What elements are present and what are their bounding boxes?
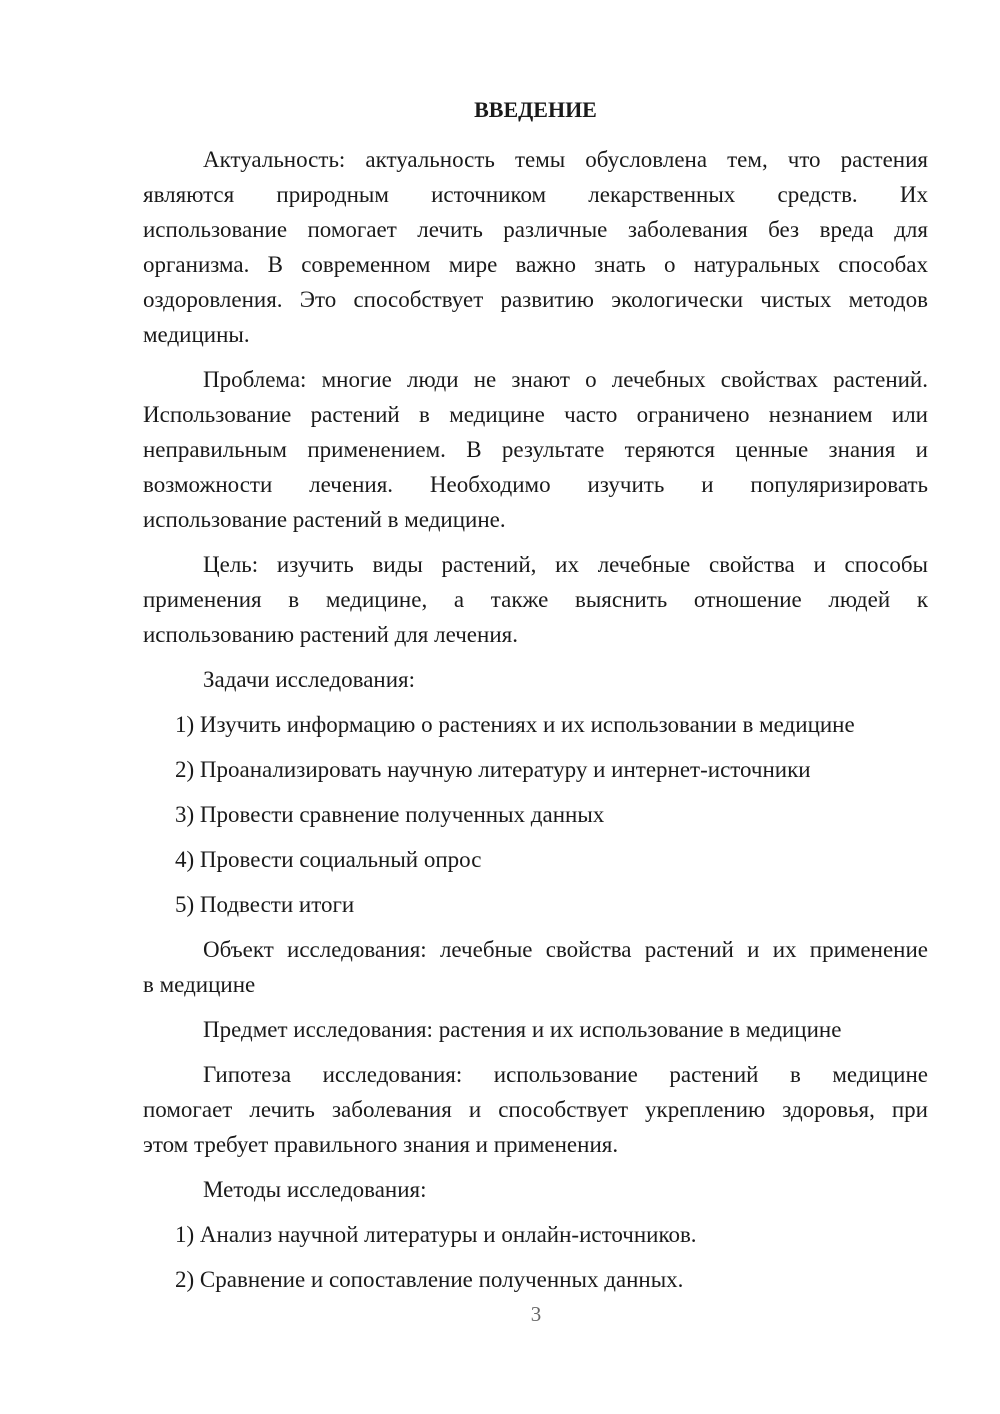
text-line: 2) Проанализировать научную литературу и интернет-источники [175,757,811,782]
text-line: помогает лечить заболевания и способствует укреплению здоровья, при [143,1097,928,1122]
text-line: медицины. [143,322,250,347]
paragraph [143,547,928,652]
text-line: являются природным источником лекарственных средств. Их [143,182,928,207]
text-line: в медицине [143,972,256,997]
text-line: Проблема: многие люди не знают о лечебных свойствах растений. [203,367,928,392]
text-line: Задачи исследования: [203,667,416,692]
text-line: использованию растений для лечения. [143,622,518,647]
paragraph [143,142,928,352]
text-line: Использование растений в медицине часто ограничено незнанием или [143,402,928,427]
list-item [143,1262,928,1297]
list-item [143,707,928,742]
list-item [143,842,928,877]
paragraph [143,662,928,697]
text-line: Актуальность: актуальность темы обусловлена тем, что растения [203,147,928,172]
text-line: оздоровления. Это способствует развитию экологически чистых методов [143,287,928,312]
list-item [143,887,928,922]
paragraph [143,932,928,1002]
text-line: Гипотеза исследования: использование растений в медицине [203,1062,928,1087]
text-line: 3) Провести сравнение полученных данных [175,802,605,827]
text-line: 1) Анализ научной литературы и онлайн-источников. [175,1222,697,1247]
text-line: организма. В современном мире важно знать о натуральных способах [143,252,928,277]
text-line: применения в медицине, а также выяснить отношение людей к [143,587,928,612]
text-line: 2) Сравнение и сопоставление полученных данных. [175,1267,684,1292]
text-line: этом требует правильного знания и применения. [143,1132,619,1157]
text-line: Объект исследования: лечебные свойства растений и их применение [203,937,928,962]
text-line: Методы исследования: [203,1177,427,1202]
paragraph [143,1057,928,1162]
text-line: 5) Подвести итоги [175,892,355,917]
document-body [143,142,928,1297]
text-line: использование помогает лечить различные заболевания без вреда для [143,217,928,242]
list-item [143,752,928,787]
page-title: ВВЕДЕНИЕ [474,97,597,122]
text-line: 4) Провести социальный опрос [175,847,482,872]
paragraph [143,362,928,537]
text-line: 1) Изучить информацию о растениях и их использовании в медицине [175,712,855,737]
document-page [143,92,928,1307]
text-line: использование растений в медицине. [143,507,506,532]
list-item [143,797,928,832]
text-line: Цель: изучить виды растений, их лечебные свойства и способы [203,552,928,577]
page-number: 3 [530,1302,542,1326]
paragraph [143,1172,928,1207]
list-item [143,1217,928,1252]
text-line: возможности лечения. Необходимо изучить и популяризировать [143,472,928,497]
text-line: неправильным применением. В результате теряются ценные знания и [143,437,928,462]
paragraph [143,1012,928,1047]
text-line: Предмет исследования: растения и их использование в медицине [203,1017,842,1042]
